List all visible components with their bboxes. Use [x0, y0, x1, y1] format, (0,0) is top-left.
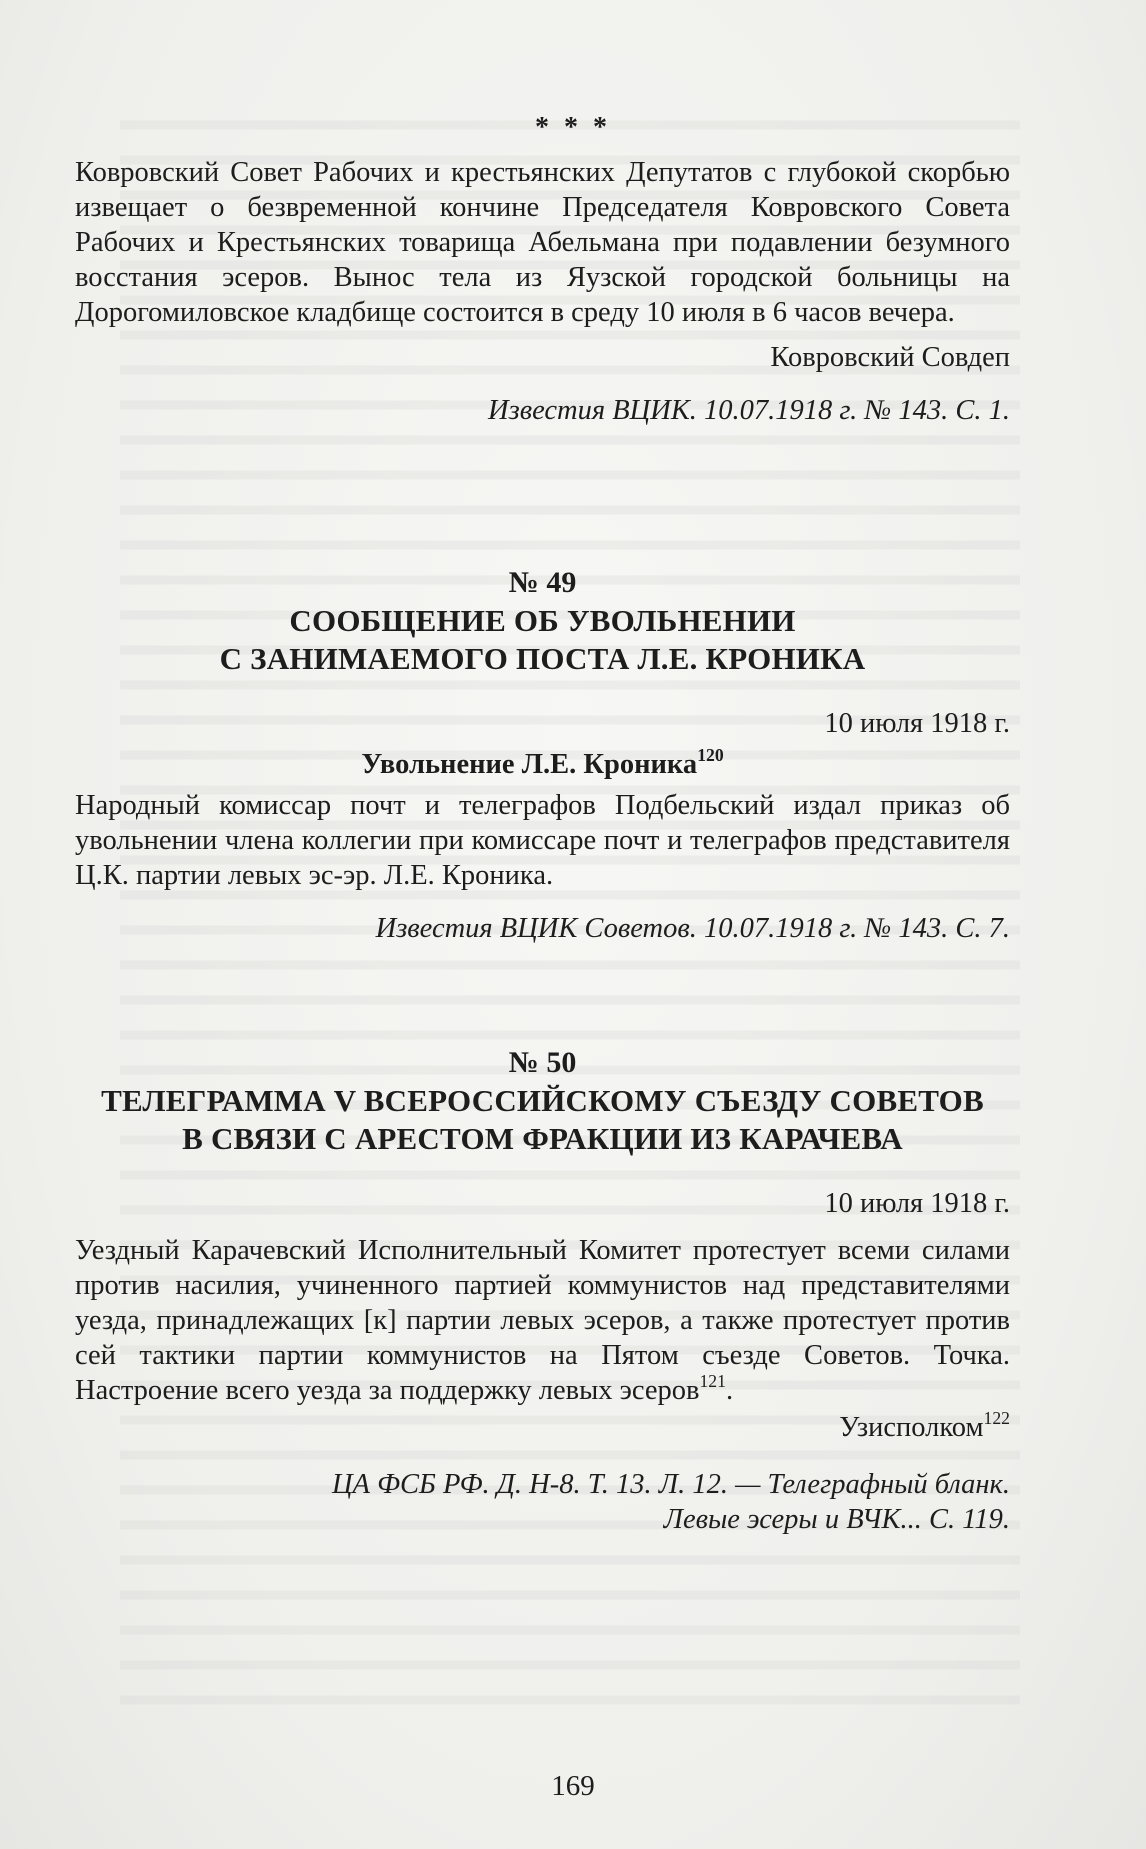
document-date: 10 июля 1918 г.	[824, 1188, 1010, 1219]
document-source: Известия ВЦИК Советов. 10.07.1918 г. № 143. С. 7.	[375, 913, 1010, 944]
obituary-notice	[75, 155, 1010, 428]
document-number: № 50	[508, 1046, 577, 1079]
document-number: № 49	[508, 566, 577, 599]
document-title-line-1: СООБЩЕНИЕ ОБ УВОЛЬНЕНИИ	[289, 603, 796, 638]
document-signature	[75, 1407, 1010, 1445]
obituary-signature: Ковровский Совдеп	[770, 342, 1010, 373]
footnote-ref: 120	[697, 744, 724, 765]
section-separator: * * *	[535, 112, 611, 143]
document-body	[75, 1233, 1010, 1408]
footnote-ref: 121	[699, 1370, 726, 1391]
document-49	[75, 565, 1010, 946]
body-text-end: .	[725, 1375, 734, 1406]
document-source-line-1: ЦА ФСБ РФ. Д. Н-8. Т. 13. Л. 12. — Телеграфный бланк.	[331, 1469, 1010, 1500]
page-number: 169	[551, 1770, 595, 1802]
document-date: 10 июля 1918 г.	[824, 708, 1010, 739]
document-title-line-1: ТЕЛЕГРАММА V ВСЕРОССИЙСКОМУ СЪЕЗДУ СОВЕТОВ	[101, 1083, 984, 1118]
signature-text: Узисполком	[839, 1412, 984, 1443]
footnote-ref: 122	[983, 1407, 1010, 1428]
obituary-source: Известия ВЦИК. 10.07.1918 г. № 143. С. 1.	[488, 395, 1010, 426]
document-body: Народный комиссар почт и телеграфов Подбельский издал приказ об увольнении члена коллегии при комиссаре почт и телеграфов представителя Ц.К. партии левых эс-эр. Л.Е. Кроника.	[75, 790, 1010, 891]
subheading-text: Увольнение Л.Е. Кроника	[361, 749, 698, 780]
document-50	[75, 1045, 1010, 1537]
document-source-line-2: Левые эсеры и ВЧК... С. 119.	[663, 1504, 1010, 1535]
document-title-line-2: С ЗАНИМАЕМОГО ПОСТА Л.Е. КРОНИКА	[219, 641, 866, 676]
document-title-line-2: В СВЯЗИ С АРЕСТОМ ФРАКЦИИ ИЗ КАРАЧЕВА	[182, 1121, 903, 1156]
document-subheading	[75, 744, 1010, 782]
body-text: Уездный Карачевский Исполнительный Комитет протестует всеми силами против насилия, учиненного партией коммунистов над представителями уезда, принадлежащих [к] партии левых эсеров, а также протестует против сей тактики партии коммунистов на Пятом съезде Советов. Точка. Настроение всего уезда за поддержку левых эсеров	[75, 1235, 1010, 1406]
obituary-text: Ковровский Совет Рабочих и крестьянских Депутатов с глубокой скорбью извещает о безвременной кончине Председателя Ковровского Совета Рабочих и Крестьянских товарища Абельмана при подавлении безумного восстания эсеров. Вынос тела из Яузской городской больницы на Дорогомиловское кладбище состоится в среду 10 июля в 6 часов вечера.	[75, 157, 1010, 328]
